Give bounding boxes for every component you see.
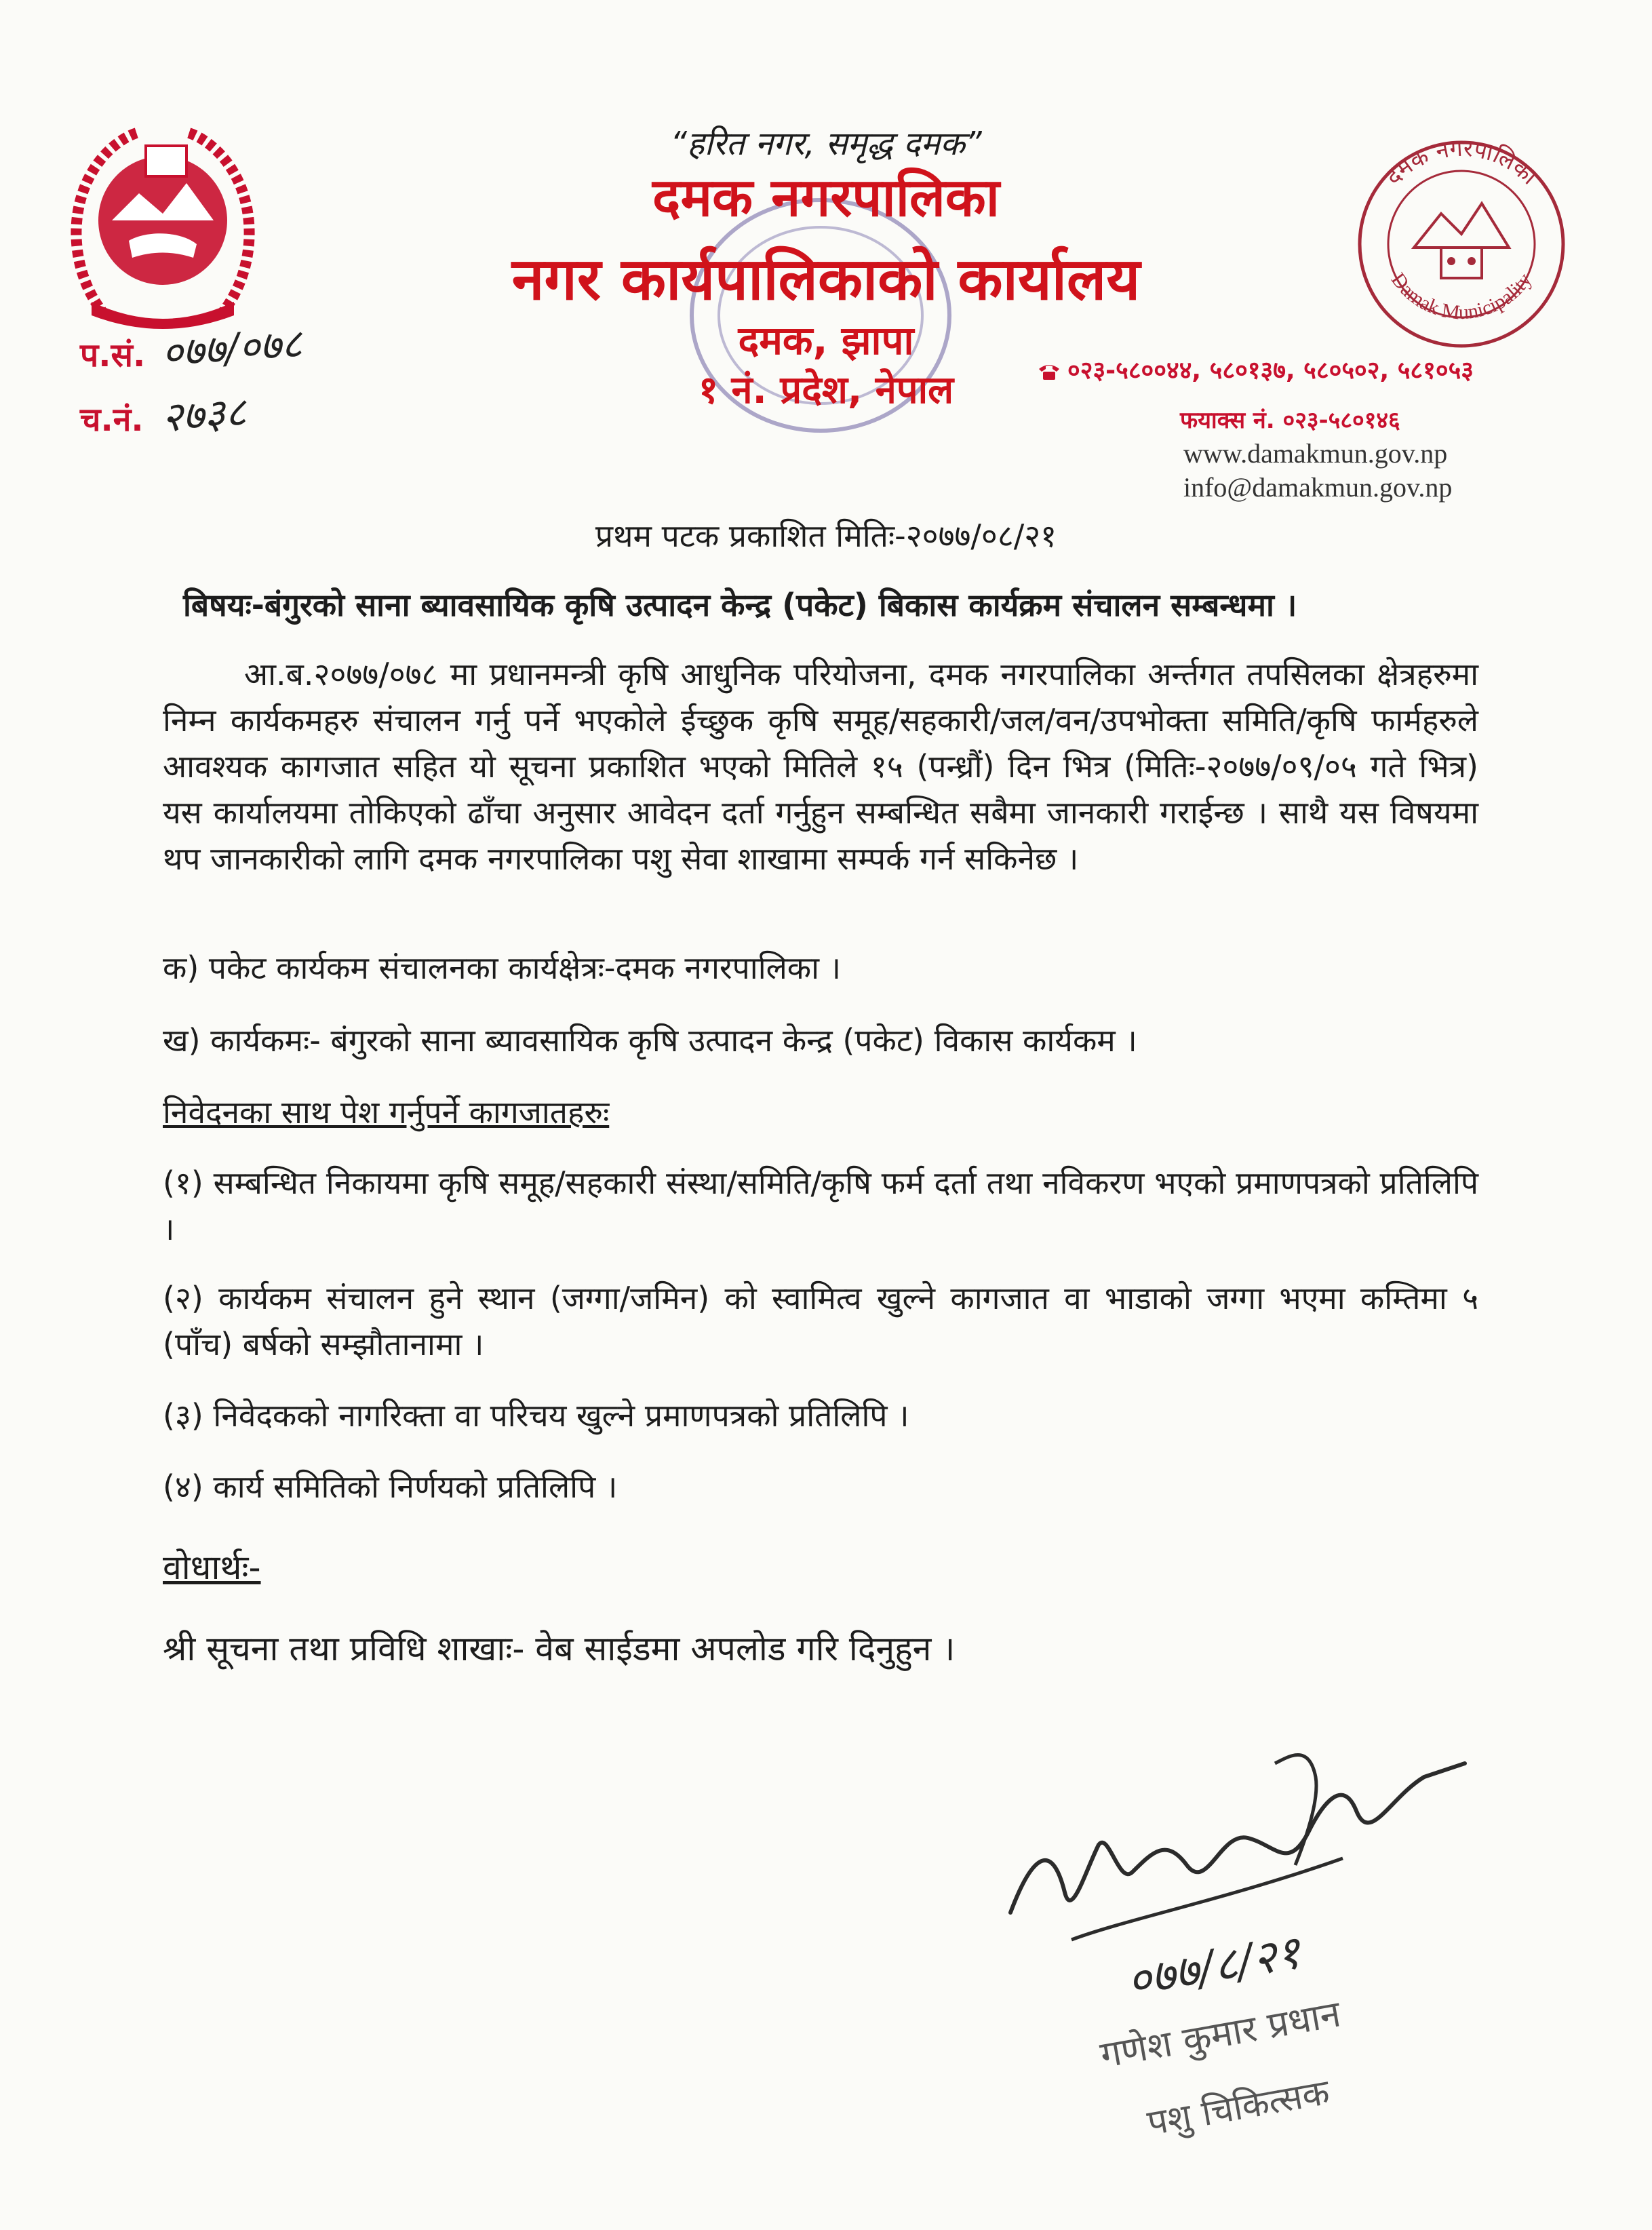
municipality-name: दमक नगरपालिका	[652, 168, 1000, 229]
office-location: दमक, झापा	[738, 317, 914, 364]
item-kha: ख) कार्यकमः- बंगुरको साना ब्यावसायिक कृषि उत्पादन केन्द्र (पकेट) विकास कार्यकम ।	[163, 1022, 1137, 1059]
telephone-icon	[1038, 362, 1061, 381]
fax-number: फयाक्स नं. ०२३-५८०१४६	[1180, 407, 1400, 434]
website-link[interactable]: www.damakmun.gov.np	[1183, 438, 1448, 469]
signatory-title: पशु चिकित्सक	[1144, 2071, 1333, 2145]
province-country: १ नं. प्रदेश, नेपाल	[698, 368, 954, 412]
document-2: (२) कार्यकम संचालन हुने स्थान (जग्गा/जमिन) को स्वामित्व खुल्ने कागजात वा भाडाको जग्गा भएमा कम्तिमा ५ (पाँच) बर्षको सम्झौतानामा ।	[163, 1280, 1478, 1363]
seal-text: दमक नगरपालिका	[1379, 134, 1543, 191]
office-name: नगर कार्यपालिकाको कार्यालय	[511, 246, 1141, 313]
published-date: प्रथम पटक प्रकाशित मितिः-२०७७/०८/२१	[595, 517, 1057, 554]
email-link[interactable]: info@damakmun.gov.np	[1183, 472, 1453, 503]
slogan: “हरित नगर, समृद्ध दमक”	[670, 125, 982, 163]
municipality-seal-icon	[1333, 132, 1590, 356]
dispatch-number: २७३८	[159, 388, 248, 442]
signatory-name: गणेश कुमार प्रधान	[1097, 1992, 1344, 2077]
signature-date: ०७७/८/२१	[1122, 1925, 1305, 2009]
phone-numbers: ०२३-५८००४४, ५८०१३७, ५८०५०२, ५८१०५३	[1067, 357, 1474, 385]
cc-line: श्री सूचना तथा प्रविधि शाखाः- वेब साईडमा अपलोड गरि दिनुहुन ।	[163, 1629, 956, 1668]
cc-heading: वोधार्थः-	[163, 1548, 261, 1587]
documents-heading: निवेदनका साथ पेश गर्नुपर्ने कागजातहरुः	[163, 1094, 610, 1131]
item-ka: क) पकेट कार्यकम संचालनका कार्यक्षेत्रः-दमक नगरपालिका ।	[163, 950, 842, 986]
reference-number: ०७७/०७८	[160, 319, 304, 378]
signature-icon	[990, 1736, 1478, 2116]
document-4: (४) कार्य समितिको निर्णयको प्रतिलिपि ।	[163, 1468, 618, 1505]
dispatch-label: च.नं.	[80, 401, 144, 439]
document-3: (३) निवेदकको नागरिक्ता वा परिचय खुल्ने प्रमाणपत्रको प्रतिलिपि ।	[163, 1397, 909, 1434]
notice-subject: बिषयः-बंगुरको साना ब्यावसायिक कृषि उत्पादन केन्द्र (पकेट) बिकास कार्यक्रम संचालन सम्बन्धमा ।	[183, 587, 1297, 623]
seal-text-en: Damak Municipality	[1386, 269, 1537, 324]
contact-phone	[1038, 353, 1474, 386]
document-1: (१) सम्बन्धित निकायमा कृषि समूह/सहकारी संस्था/समिति/कृषि फर्म दर्ता तथा नविकरण भएको प्रमाणपत्रको प्रतिलिपि ।	[163, 1165, 1478, 1247]
notice-body: आ.ब.२०७७/०७८ मा प्रधानमन्त्री कृषि आधुनिक परियोजना, दमक नगरपालिका अर्न्तगत तपसिलका क्षेत्रहरुमा निम्न कार्यकमहरु संचालन गर्नु पर्ने भएकोले ईच्छुक कृषि समूह/सहकारी/जल/वन/उपभोक्ता समिति/कृषि फार्महरुले आवश्यक कागजात सहित यो सूचना प्रकाशित भएको मितिले १५ (पन्ध्रौं) दिन भित्र (मितिः-२०७७/०९/०५ गते भित्र) यस कार्यालयमा तोकिएको ढाँचा अनुसार आवेदन दर्ता गर्नुहुन सम्बन्धित सबैमा जानकारी गराईन्छ । साथै यस विषयमा थप जानकारीको लागि दमक नगरपालिका पशु सेवा शाखामा सम्पर्क गर्न सकिनेछ ।	[163, 656, 1478, 877]
reference-label: प.सं.	[80, 336, 146, 374]
